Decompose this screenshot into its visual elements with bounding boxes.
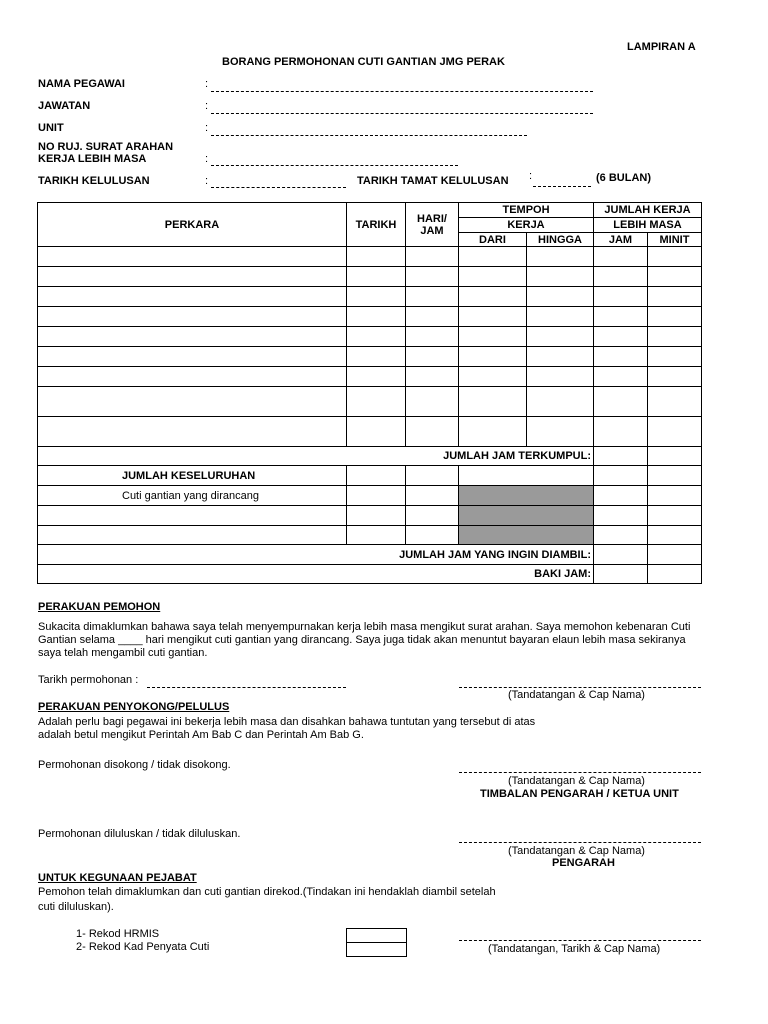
- baki-jam-label: BAKI JAM:: [38, 565, 594, 584]
- jumlah-ingin-minit[interactable]: [648, 545, 702, 565]
- penyokong-signature-caption: (Tandatangan & Cap Nama): [508, 775, 645, 787]
- header-jumlah-kerja: JUMLAH KERJA: [594, 203, 702, 218]
- header-minit: MINIT: [648, 233, 702, 247]
- header-jam: JAM: [594, 233, 648, 247]
- pejabat-signature-line[interactable]: [459, 940, 701, 941]
- perakuan-pemohon-heading: PERAKUAN PEMOHON: [38, 601, 161, 613]
- nama-colon: :: [205, 78, 209, 90]
- table-row[interactable]: [38, 287, 702, 307]
- header-hari-jam-1: HARI/: [417, 212, 447, 225]
- table-row[interactable]: [38, 367, 702, 387]
- jumlah-ingin-label: JUMLAH JAM YANG INGIN DIAMBIL:: [38, 545, 594, 565]
- pemohon-signature-caption: (Tandatangan & Cap Nama): [508, 689, 645, 701]
- header-hari-jam-2: JAM: [420, 224, 444, 237]
- perakuan-pemohon-body: Sukacita dimaklumkan bahawa saya telah menyempurnakan kerja lebih masa mengikut surat arahan. Saya memohon kebenaran Cuti Gantian selama ____ hari mengikut cuti gantian yang dirancang. Saya juga tidak akan menuntut bayaran elaun lebih masa sekiranya saya telah mengambil cuti gantian.: [38, 621, 691, 659]
- rekod-kad-checkbox[interactable]: [346, 942, 407, 957]
- jumlah-terkumpul-jam[interactable]: [594, 447, 648, 466]
- jawatan-colon: :: [205, 100, 209, 112]
- nama-label: NAMA PEGAWAI: [38, 78, 125, 90]
- header-perkara: PERKARA: [38, 203, 347, 247]
- noruj-label-1: NO RUJ. SURAT ARAHAN: [38, 141, 174, 153]
- cuti-dirancang-label: Cuti gantian yang dirancang: [38, 486, 347, 506]
- tarikh-tamat-label: TARIKH TAMAT KELULUSAN: [357, 175, 509, 187]
- header-lebih-masa: LEBIH MASA: [594, 218, 702, 233]
- tarikh-kelulusan-colon: :: [205, 175, 209, 187]
- header-kerja: KERJA: [459, 218, 594, 233]
- table-row[interactable]: [38, 387, 702, 417]
- table-row[interactable]: [38, 347, 702, 367]
- noruj-label-2: KERJA LEBIH MASA: [38, 153, 147, 165]
- pelulus-role: PENGARAH: [552, 857, 615, 869]
- disokong-label: Permohonan disokong / tidak disokong.: [38, 759, 231, 771]
- rekod-hrmis-label: 1- Rekod HRMIS: [76, 928, 160, 940]
- noruj-colon: :: [205, 153, 209, 165]
- table-row[interactable]: [38, 307, 702, 327]
- jumlah-terkumpul-label: JUMLAH JAM TERKUMPUL:: [38, 447, 594, 466]
- jumlah-ingin-jam[interactable]: [594, 545, 648, 565]
- perakuan-penyokong-heading: PERAKUAN PENYOKONG/PELULUS: [38, 701, 230, 713]
- nama-field[interactable]: [211, 91, 593, 92]
- penyokong-signature-line[interactable]: [459, 772, 701, 773]
- noruj-field[interactable]: [211, 165, 458, 166]
- unit-field[interactable]: [211, 135, 527, 136]
- penyokong-line-2: adalah betul mengikut Perintah Am Bab C dan Perintah Am Bab G.: [38, 729, 364, 741]
- pejabat-line-2: cuti diluluskan).: [38, 901, 114, 913]
- tarikh-kelulusan-field[interactable]: [211, 187, 346, 188]
- jawatan-field[interactable]: [211, 113, 593, 114]
- pejabat-signature-caption: (Tandatangan, Tarikh & Cap Nama): [488, 943, 661, 955]
- unit-label: UNIT: [38, 122, 64, 134]
- unit-colon: :: [205, 122, 209, 134]
- penyokong-line-1: Adalah perlu bagi pegawai ini bekerja lebih masa dan disahkan bahawa tuntutan yang tersebut di atas: [38, 716, 536, 728]
- table-row[interactable]: [38, 267, 702, 287]
- rekod-hrmis-checkbox[interactable]: [346, 928, 407, 943]
- tarikh-kelulusan-label: TARIKH KELULUSAN: [38, 175, 150, 187]
- header-hari-jam: [406, 203, 459, 247]
- jumlah-keseluruhan-label: JUMLAH KESELURUHAN: [38, 466, 347, 486]
- tarikh-permohonan-label: Tarikh permohonan :: [38, 674, 139, 686]
- tarikh-tamat-colon: :: [529, 170, 533, 182]
- header-tempoh: TEMPOH: [459, 203, 594, 218]
- tarikh-tamat-field[interactable]: [533, 186, 591, 187]
- table-row[interactable]: [38, 327, 702, 347]
- tarikh-permohonan-field[interactable]: [147, 687, 346, 688]
- pejabat-heading: UNTUK KEGUNAAN PEJABAT: [38, 872, 197, 884]
- diluluskan-label: Permohonan diluluskan / tidak diluluskan.: [38, 828, 241, 840]
- penyokong-role: TIMBALAN PENGARAH / KETUA UNIT: [480, 788, 679, 800]
- table-row[interactable]: [38, 417, 702, 447]
- table-row[interactable]: [38, 247, 702, 267]
- pemohon-signature-line[interactable]: [459, 687, 701, 688]
- baki-jam-minit[interactable]: [648, 565, 702, 584]
- lampiran-label: LAMPIRAN A: [627, 41, 696, 53]
- jumlah-terkumpul-minit[interactable]: [648, 447, 702, 466]
- form-title: BORANG PERMOHONAN CUTI GANTIAN JMG PERAK: [222, 56, 505, 68]
- pelulus-signature-line[interactable]: [459, 842, 701, 843]
- header-tarikh: TARIKH: [347, 203, 406, 247]
- overtime-table: [37, 202, 702, 584]
- pelulus-signature-caption: (Tandatangan & Cap Nama): [508, 845, 645, 857]
- rekod-kad-label: 2- Rekod Kad Penyata Cuti: [76, 941, 210, 953]
- pejabat-line-1: Pemohon telah dimaklumkan dan cuti gantian direkod.(Tindakan ini hendaklah diambil setelah: [38, 886, 496, 898]
- baki-jam-jam[interactable]: [594, 565, 648, 584]
- header-hingga: HINGGA: [527, 233, 594, 247]
- header-dari: DARI: [459, 233, 527, 247]
- jawatan-label: JAWATAN: [38, 100, 91, 112]
- enam-bulan-label: (6 BULAN): [596, 172, 651, 184]
